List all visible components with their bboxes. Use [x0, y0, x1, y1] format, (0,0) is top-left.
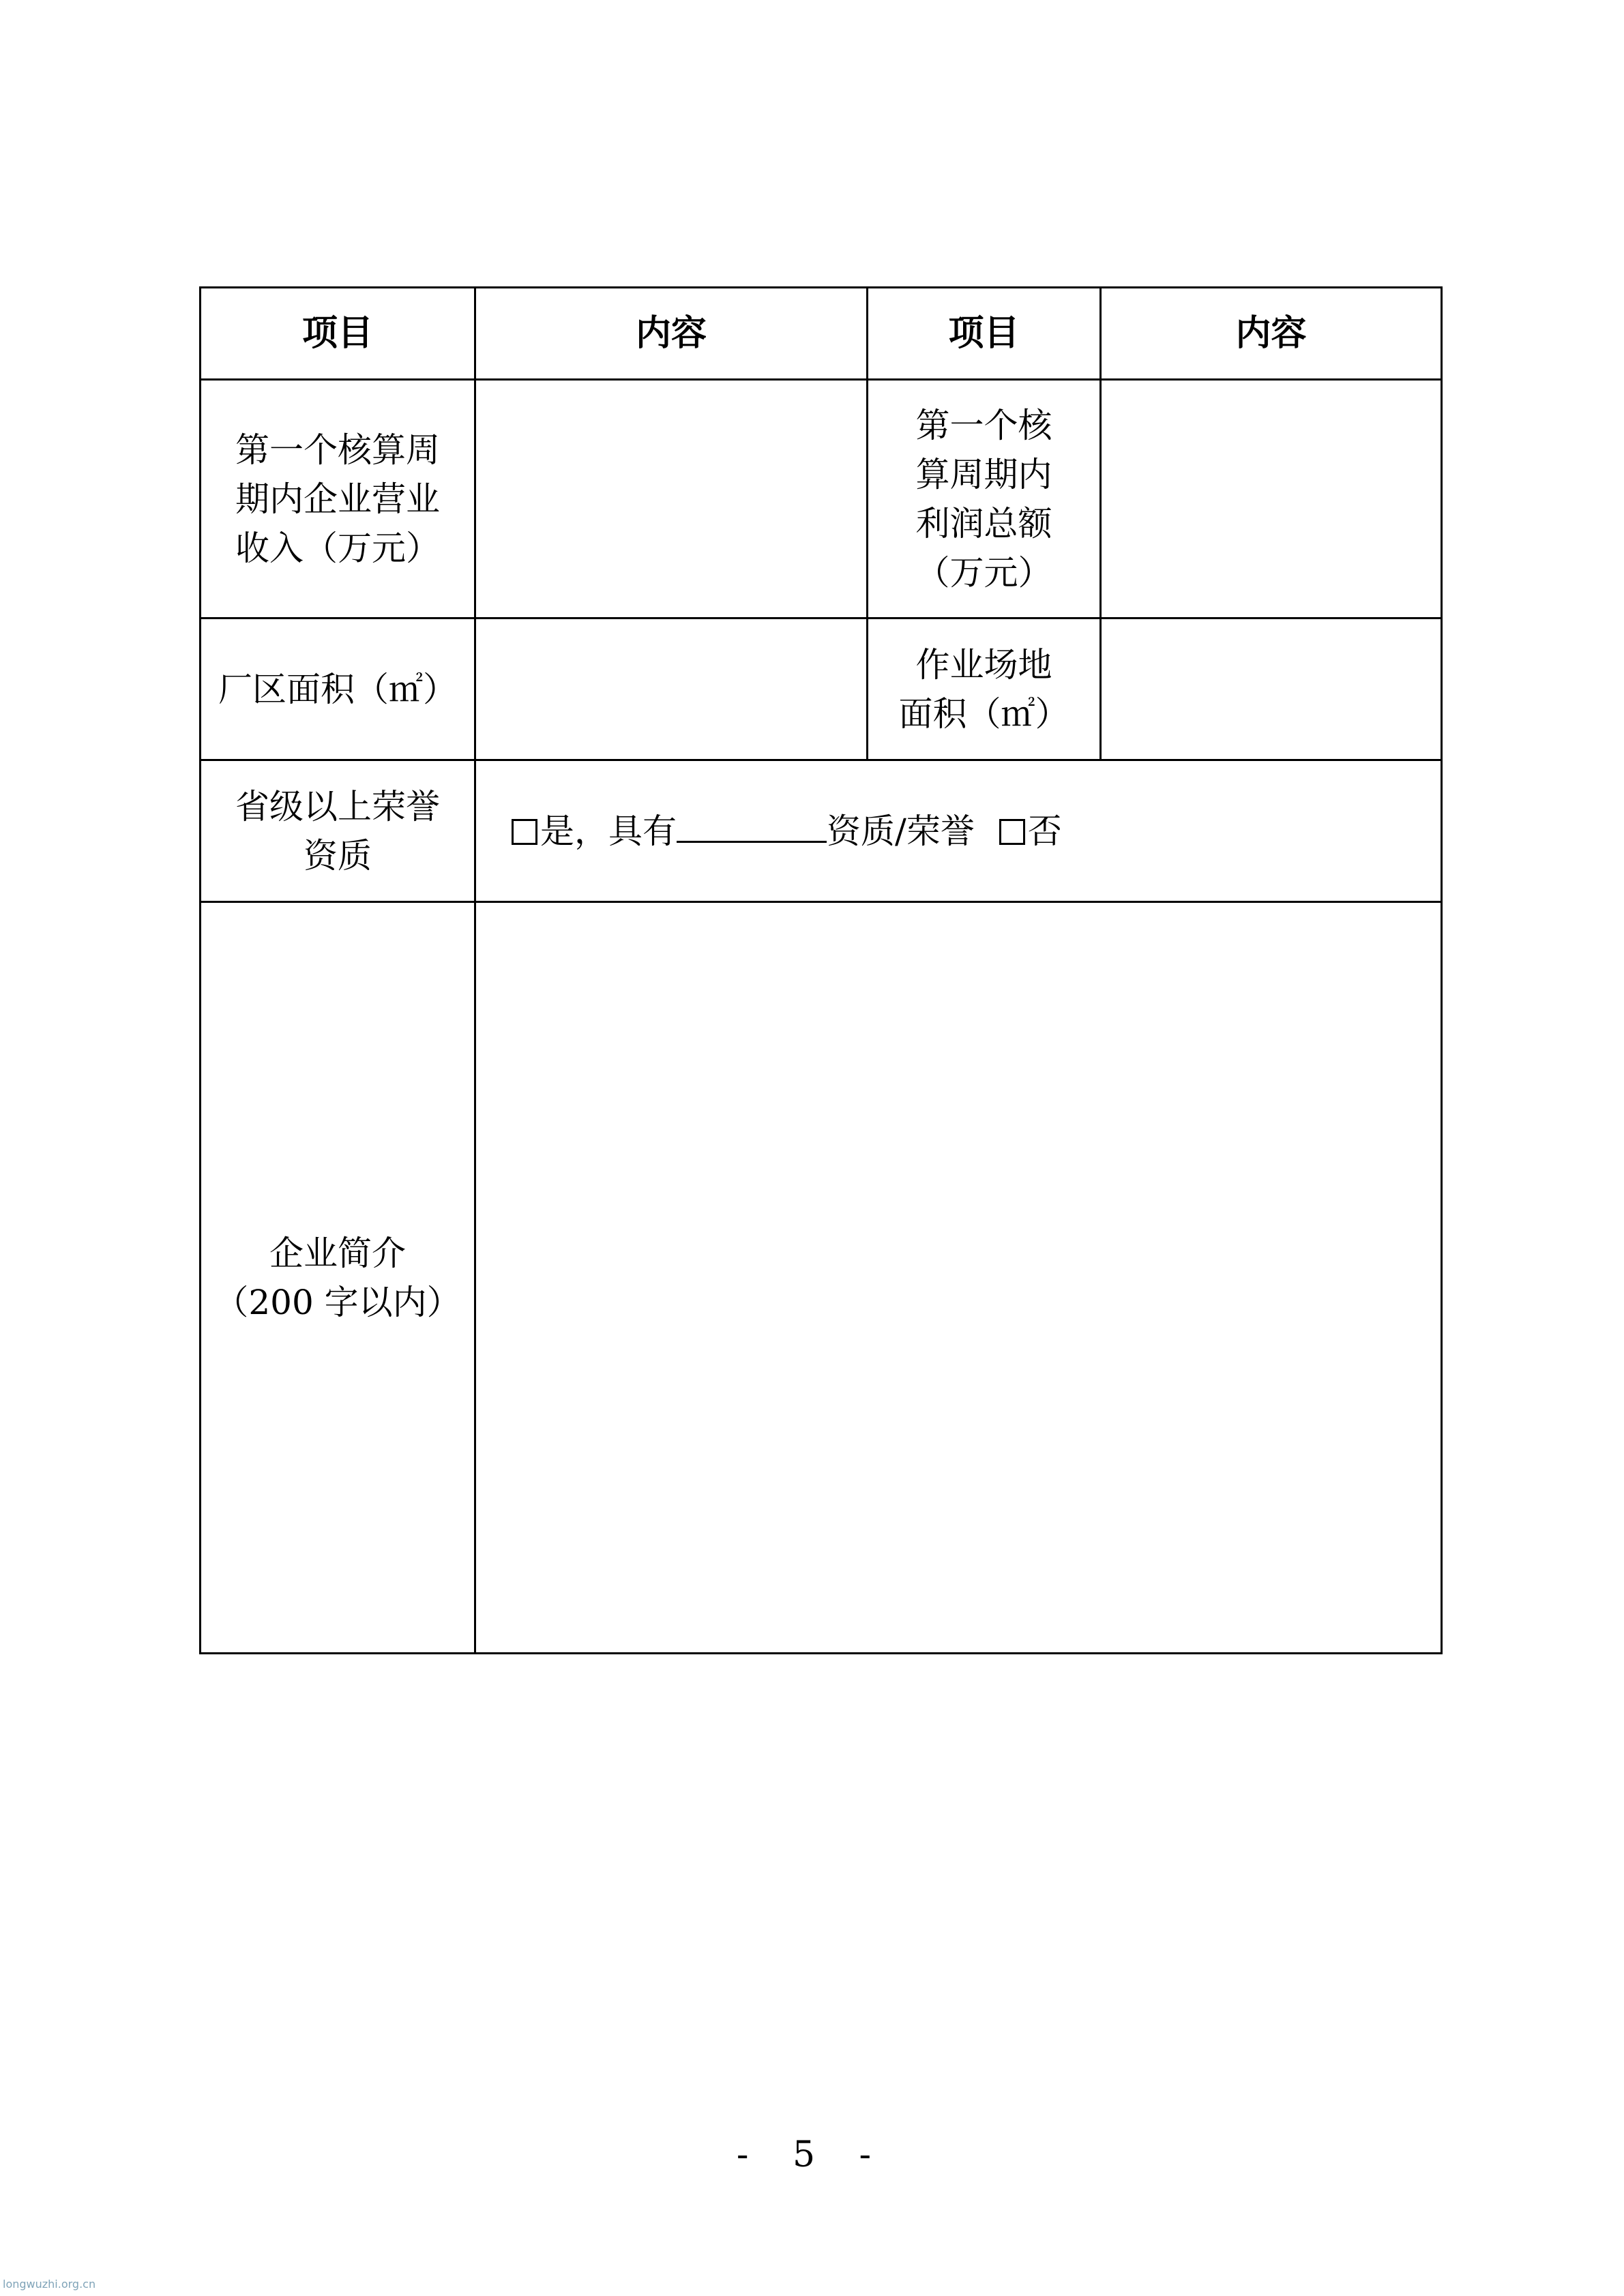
- plant-area-value-field[interactable]: [475, 618, 868, 760]
- honors-no-checkbox[interactable]: [999, 819, 1025, 845]
- intro-label-line-2: （200 字以内）: [214, 1282, 461, 1322]
- intro-value-field[interactable]: [475, 902, 1442, 1654]
- plant-area-label: 厂区面积（㎡）: [201, 618, 475, 760]
- enterprise-info-table: [199, 286, 1443, 1654]
- revenue-label-line-3: 收入（万元）: [235, 528, 440, 568]
- honors-label-line-1: 省级以上荣誉: [235, 786, 440, 826]
- revenue-label-line-2: 期内企业营业: [235, 479, 440, 519]
- profit-label-line-1: 第一个核: [915, 405, 1052, 445]
- intro-row: [201, 902, 1442, 1654]
- profit-label-line-4: （万元）: [915, 552, 1052, 593]
- watermark: longwuzhi.org.cn: [3, 2278, 96, 2291]
- honors-yes-label: 是，具有: [540, 811, 677, 851]
- header-row: [201, 288, 1442, 380]
- honors-blank-field[interactable]: [677, 807, 827, 843]
- honors-suffix-label: 资质/荣誉: [827, 811, 975, 851]
- work-area-label-line-2: 面积（㎡）: [898, 694, 1069, 734]
- work-area-value-field[interactable]: [1101, 618, 1442, 760]
- header-item-2: 项目: [868, 288, 1101, 380]
- honors-yes-checkbox[interactable]: [512, 819, 537, 845]
- honors-label-line-2: 资质: [304, 835, 372, 876]
- revenue-label-line-1: 第一个核算周: [235, 430, 440, 470]
- header-item-1: 项目: [201, 288, 475, 380]
- profit-label: [868, 380, 1101, 618]
- honors-row: [201, 760, 1442, 902]
- work-area-label: [868, 618, 1101, 760]
- revenue-label: [201, 380, 475, 618]
- profit-label-line-3: 利润总额: [915, 503, 1052, 543]
- header-content-2: 内容: [1101, 288, 1442, 380]
- area-row: [201, 618, 1442, 760]
- profit-value-field[interactable]: [1101, 380, 1442, 618]
- profit-label-line-2: 算周期内: [915, 454, 1052, 494]
- intro-label-line-1: 企业简介: [269, 1233, 406, 1273]
- honors-options: [475, 760, 1442, 902]
- revenue-profit-row: [201, 380, 1442, 618]
- work-area-label-line-1: 作业场地: [915, 644, 1052, 685]
- honors-no-label: 否: [1027, 811, 1062, 851]
- header-content-1: 内容: [475, 288, 868, 380]
- honors-label: [201, 760, 475, 902]
- intro-label: [201, 902, 475, 1654]
- page-number: - 5 -: [736, 2134, 888, 2175]
- revenue-value-field[interactable]: [475, 380, 868, 618]
